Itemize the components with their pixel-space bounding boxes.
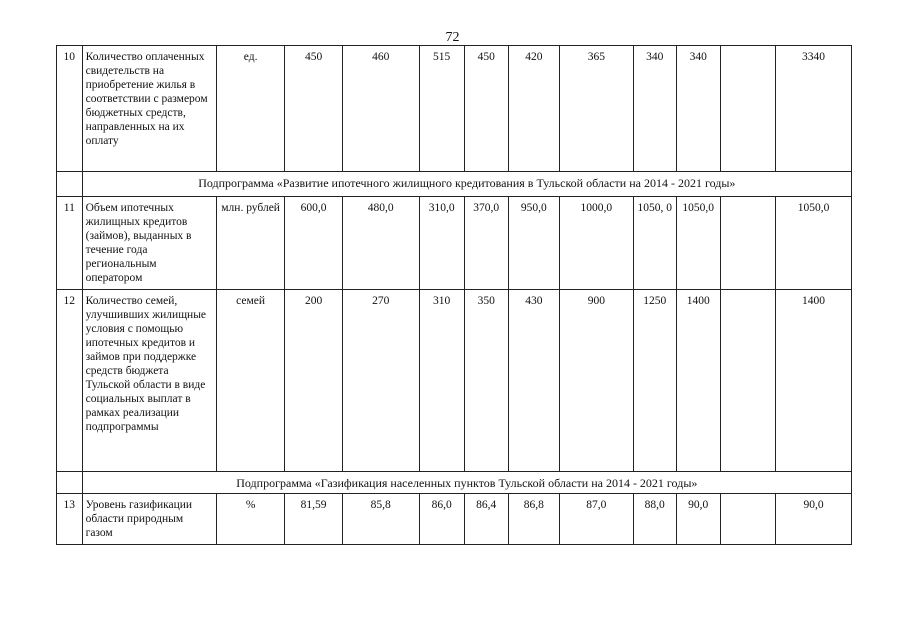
total-cell: 3340 bbox=[776, 46, 852, 172]
value-cell: 81,59 bbox=[285, 494, 342, 545]
value-cell bbox=[720, 290, 775, 472]
empty-cell bbox=[57, 472, 83, 494]
indicators-table bbox=[56, 45, 852, 545]
indicator-name: Количество оплаченных свидетельств на приобретение жилья в соответствии с размером бюджетных средств, направленных на их оплату bbox=[82, 46, 216, 172]
table-row bbox=[57, 494, 852, 545]
table-row bbox=[57, 290, 852, 472]
value-cell: 480,0 bbox=[342, 197, 419, 290]
value-cell: 340 bbox=[676, 46, 720, 172]
value-cell: 88,0 bbox=[633, 494, 676, 545]
value-cell: 600,0 bbox=[285, 197, 342, 290]
total-cell: 90,0 bbox=[776, 494, 852, 545]
value-cell bbox=[720, 494, 775, 545]
unit-cell: % bbox=[216, 494, 285, 545]
row-number: 10 bbox=[57, 46, 83, 172]
subprogram-row bbox=[57, 172, 852, 197]
indicator-name: Объем ипотечных жилищных кредитов (займов), выданных в течение года региональным оператором bbox=[82, 197, 216, 290]
value-cell: 1000,0 bbox=[559, 197, 633, 290]
indicator-name: Количество семей, улучшивших жилищные условия с помощью ипотечных кредитов и займов при поддержке средств бюджета Тульской области в виде социальных выплат в рамках реализации подпрограммы bbox=[82, 290, 216, 472]
subprogram-row bbox=[57, 472, 852, 494]
value-cell: 340 bbox=[633, 46, 676, 172]
value-cell: 310,0 bbox=[419, 197, 464, 290]
table-row bbox=[57, 197, 852, 290]
value-cell: 200 bbox=[285, 290, 342, 472]
value-cell: 90,0 bbox=[676, 494, 720, 545]
total-cell: 1050,0 bbox=[776, 197, 852, 290]
table-row bbox=[57, 46, 852, 172]
value-cell: 430 bbox=[508, 290, 559, 472]
value-cell: 350 bbox=[464, 290, 508, 472]
unit-cell: млн. рублей bbox=[216, 197, 285, 290]
value-cell: 365 bbox=[559, 46, 633, 172]
value-cell: 450 bbox=[285, 46, 342, 172]
value-cell: 86,4 bbox=[464, 494, 508, 545]
value-cell: 420 bbox=[508, 46, 559, 172]
value-cell: 900 bbox=[559, 290, 633, 472]
value-cell: 86,8 bbox=[508, 494, 559, 545]
value-cell: 1050, 0 bbox=[633, 197, 676, 290]
row-number: 12 bbox=[57, 290, 83, 472]
value-cell: 86,0 bbox=[419, 494, 464, 545]
empty-cell bbox=[57, 172, 83, 197]
value-cell: 1400 bbox=[676, 290, 720, 472]
value-cell: 950,0 bbox=[508, 197, 559, 290]
subprogram-title: Подпрограмма «Развитие ипотечного жилищного кредитования в Тульской области на 2014 - 2021 годы» bbox=[82, 172, 851, 197]
value-cell: 515 bbox=[419, 46, 464, 172]
value-cell: 270 bbox=[342, 290, 419, 472]
value-cell: 87,0 bbox=[559, 494, 633, 545]
row-number: 13 bbox=[57, 494, 83, 545]
value-cell: 310 bbox=[419, 290, 464, 472]
value-cell: 1050,0 bbox=[676, 197, 720, 290]
unit-cell: ед. bbox=[216, 46, 285, 172]
subprogram-title: Подпрограмма «Газификация населенных пунктов Тульской области на 2014 - 2021 годы» bbox=[82, 472, 851, 494]
value-cell: 460 bbox=[342, 46, 419, 172]
total-cell: 1400 bbox=[776, 290, 852, 472]
value-cell: 450 bbox=[464, 46, 508, 172]
row-number: 11 bbox=[57, 197, 83, 290]
value-cell: 85,8 bbox=[342, 494, 419, 545]
value-cell: 370,0 bbox=[464, 197, 508, 290]
value-cell: 1250 bbox=[633, 290, 676, 472]
unit-cell: семей bbox=[216, 290, 285, 472]
indicator-name: Уровень газификации области природным газом bbox=[82, 494, 216, 545]
value-cell bbox=[720, 46, 775, 172]
page-number: 72 bbox=[445, 30, 460, 45]
value-cell bbox=[720, 197, 775, 290]
